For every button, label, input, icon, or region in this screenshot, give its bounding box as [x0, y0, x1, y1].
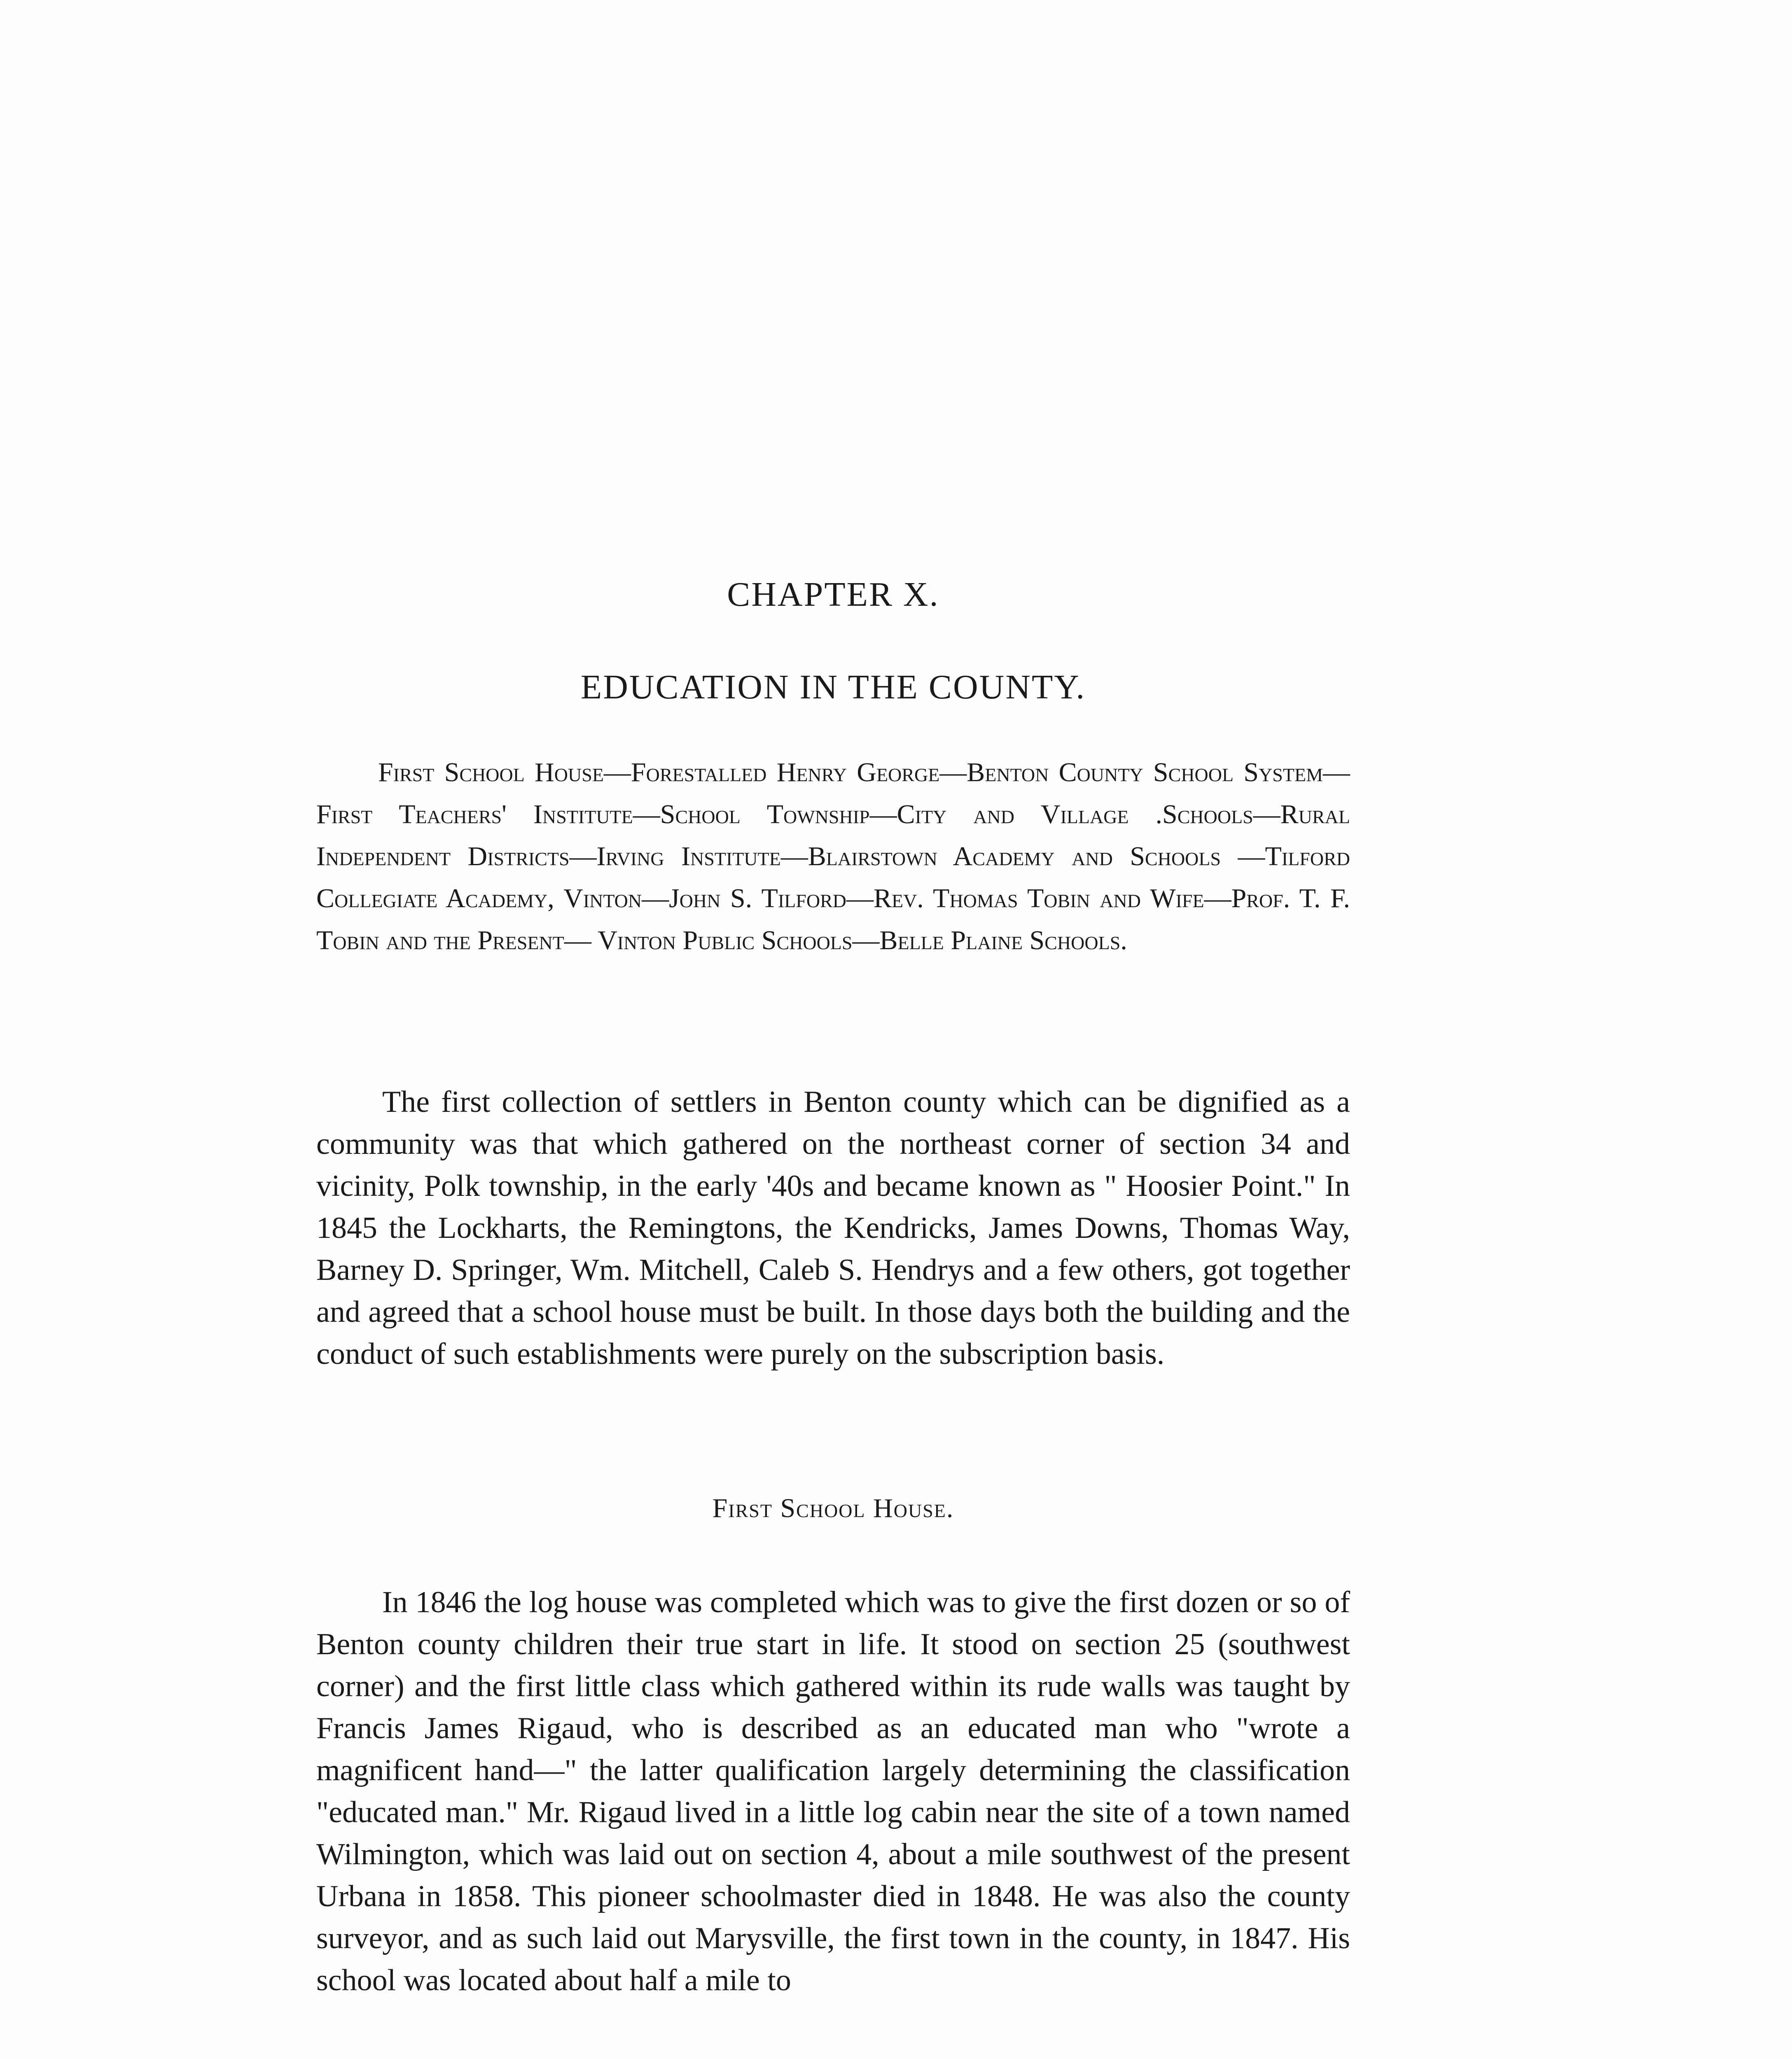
paragraph: In 1846 the log house was completed which was to give the first dozen or so of Benton county children their true start in life. It stood on section 25 (southwest corner) and the first little class which gathered within its rude walls was taught by Francis James Rigaud, who is described as an educated man who "wrote a magnificent hand—" the latter qualification largely determining the classification "educated man." Mr. Rigaud lived in a little log cabin near the site of a town named Wilmington, which was laid out on section 4, about a mile southwest of the present Urbana in 1858. This pioneer schoolmaster died in 1848. He was also the county surveyor, and as such laid out Marysville, the first town in the county, in 1847. His school was located about half a mile to [316, 1585, 1350, 1997]
paragraph: The first collection of settlers in Benton county which can be dignified as a community was that which gathered on the northeast corner of section 34 and vicinity, Polk township, in the early '40s and became known as " Hoosier Point." In 1845 the Lockharts, the Remingtons, the Kendricks, James Downs, Thomas Way, Barney D. Springer, Wm. Mitchell, Caleb S. Hendrys and a few others, got together and agreed that a school house must be built. In those days both the building and the conduct of such establishments were purely on the subscription basis. [316, 1085, 1350, 1371]
section-heading: First School House. [712, 1493, 954, 1523]
chapter-title: EDUCATION IN THE COUNTY. [580, 668, 1086, 706]
chapter-number: CHAPTER X. [727, 575, 939, 614]
chapter-synopsis: First School House—Forestalled Henry George—Benton County School System—First Teachers' Institute—School Township—City and Village .Schools—Rural Independent Districts—Irving Institute—Blairstown Academy and Schools —Tilford Collegiate Academy, Vinton—John S. Tilford—Rev. Thomas Tobin and Wife—Prof. T. F. Tobin and the Present— Vinton Public Schools—Belle Plaine Schools. [316, 757, 1350, 955]
